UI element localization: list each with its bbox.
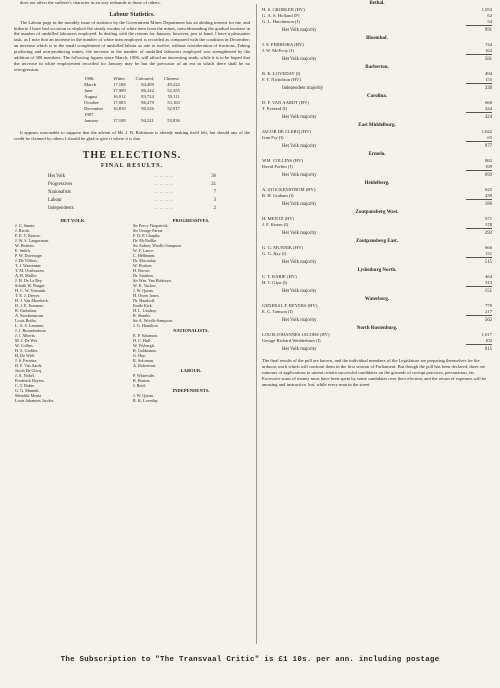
result-row <box>47 205 217 213</box>
stats-cell: 94,221 <box>141 118 154 124</box>
majority-value: 581 <box>484 57 492 62</box>
right-column <box>262 0 492 388</box>
stats-header-cell: Chinese. <box>163 76 180 82</box>
members-table <box>14 217 250 404</box>
seat-count: 36 <box>211 174 216 180</box>
majority-label: Het Volk majority <box>282 202 317 207</box>
stats-cell: 49,222 <box>167 82 180 88</box>
member-name: Dr. McNeillie. <box>133 237 158 243</box>
member-name: A. Robertson. <box>133 362 157 368</box>
member-name: W. Wybergh. <box>133 342 155 348</box>
member-name: Sir George Farrar. <box>133 227 164 233</box>
candidate-row <box>262 48 492 54</box>
member-name: C. T. Rabie. <box>15 382 35 388</box>
candidate-votes: 1,042 <box>481 129 492 134</box>
column-divider <box>256 4 257 644</box>
stats-cell: 86,242 <box>141 88 154 94</box>
labour-paragraph-2: It appears reasonable to suppose that the advent of Mr. J. B. Robinson is already making itself felt, but should any of the credit be claimed by others I should be glad to give it where it is due. <box>14 129 250 141</box>
majority-label: Het Volk majority <box>282 173 317 178</box>
member-name: J. Rissik. <box>15 227 31 233</box>
member-name: W. F. Lance. <box>133 247 155 253</box>
stats-cell: December <box>84 106 104 112</box>
het-volk-heading: HET VOLK. <box>60 217 86 223</box>
stats-cell: August <box>84 94 98 100</box>
final-results-title: FINAL RESULTS. <box>100 162 164 169</box>
member-name: W. Hosken. <box>15 242 35 248</box>
candidate-row <box>262 193 492 199</box>
member-name: G. G. Munnik. <box>15 387 40 393</box>
candidate-name: F. T. Nicholson (HV) <box>262 77 301 82</box>
labour-stats-table <box>79 76 185 124</box>
seat-heading: Zoutpansberg West. <box>355 210 399 215</box>
member-name: H. L. Lindsay. <box>133 307 158 313</box>
member-name: Dr. Stratton. <box>133 272 154 278</box>
candidate-name: D. F. VAN AARDT (HV) <box>262 100 309 105</box>
majority-value: 339 <box>484 86 492 91</box>
candidate-name: J. F. Kisten (I) <box>262 222 289 227</box>
member-name: J. A. Nobel. <box>15 372 35 378</box>
seat-count: 21 <box>211 182 216 188</box>
stats-cell: March <box>84 82 97 88</box>
member-name: J. De Villiers. <box>15 257 38 263</box>
stats-cell: 17,108 <box>113 118 126 124</box>
candidate-row <box>262 280 492 286</box>
seat-heading: Carolina. <box>366 94 388 99</box>
stats-cell: 53,111 <box>167 94 180 100</box>
majority-value: 151 <box>484 289 492 294</box>
majority-row <box>262 113 492 122</box>
member-name: H. J. Van Moerkerk. <box>15 297 49 303</box>
member-name: Sir Wm. Van Hulsteyn. <box>133 277 172 283</box>
seat-heading: Heidelberg. <box>364 181 390 186</box>
party-name: Het Volk <box>48 174 66 180</box>
majority-row <box>262 258 492 267</box>
candidate-votes: 102 <box>485 338 492 343</box>
majority-label: Het Volk majority <box>282 115 317 120</box>
candidate-votes: 54 <box>487 19 492 24</box>
party-name: Nationalists <box>48 190 71 196</box>
candidate-name: R. K. LOVEDAY (I) <box>262 71 301 76</box>
member-name: H. Owen Jones. <box>133 292 160 298</box>
member-name: D. F. Van Aardt. <box>15 362 43 368</box>
constituency-results <box>262 7 492 354</box>
majority-label: Het Volk majority <box>282 347 317 352</box>
candidate-votes: 668 <box>485 100 492 105</box>
member-name: W. K. Tucker. <box>133 282 157 288</box>
candidate-row <box>262 251 492 257</box>
member-name: J. J. Alberts. <box>15 332 36 338</box>
candidate-row <box>262 338 492 344</box>
seat-heading: North Rustenburg. <box>356 326 398 331</box>
leader-dots: ... ... ... ... <box>154 198 173 204</box>
candidate-row <box>262 19 492 25</box>
majority-row <box>262 229 492 238</box>
member-name: W. Collins. <box>15 342 34 348</box>
elections-title: THE ELECTIONS. <box>82 149 182 161</box>
majority-row <box>262 142 492 151</box>
majority-row <box>262 84 492 93</box>
stats-body <box>79 82 185 124</box>
majority-row <box>262 200 492 209</box>
majority-row <box>262 26 492 35</box>
results-table <box>47 173 217 213</box>
candidate-name: GENERAL F. BEYERS (HV) <box>262 303 318 308</box>
member-name: T. E. J. Dreyer. <box>15 292 41 298</box>
candidate-votes: 151 <box>485 251 492 256</box>
candidate-votes: 494 <box>485 71 492 76</box>
member-name: H. C. W. Vermaak. <box>15 287 47 293</box>
stats-cell: 84,409 <box>141 82 154 88</box>
majority-label: Het Volk majority <box>282 144 317 149</box>
member-name: J. W. S. Langerman. <box>15 237 49 243</box>
stats-row <box>79 118 185 124</box>
stats-cell: January <box>84 118 99 124</box>
majority-row <box>262 171 492 180</box>
member-name: H. Brown. <box>133 267 151 273</box>
seat-heading: Bloemhof. <box>366 36 388 41</box>
stats-cell: 1907. <box>84 112 95 118</box>
member-name: R. Grobelaar. <box>15 307 38 313</box>
seat-count: 7 <box>213 190 216 196</box>
member-name: J. W. Quinn. <box>133 287 154 293</box>
member-name: W. Hosken. <box>133 262 153 268</box>
candidate-name: David Forbes (I) <box>262 164 293 169</box>
party-name: Independents <box>48 206 74 212</box>
member-name: J. W. Quinn. <box>133 392 154 398</box>
candidate-votes: 464 <box>485 274 492 279</box>
majority-row <box>262 287 492 296</box>
stats-cell: 16,818 <box>113 106 126 112</box>
stats-cell: October <box>84 100 99 106</box>
candidate-votes: 217 <box>485 309 492 314</box>
progressives-list <box>133 223 249 328</box>
majority-value: 424 <box>484 115 492 120</box>
candidate-votes: 779 <box>485 303 492 308</box>
member-name: J. J. Bezuidenhout. <box>15 327 47 333</box>
member-name: F. E. T. Krause. <box>15 232 41 238</box>
candidate-name: H. MENTZ (HV) <box>262 216 295 221</box>
member-name: J. G. Hamilton. <box>133 322 159 328</box>
seat-heading: Barberton. <box>365 65 389 70</box>
party-name: Progressives <box>48 182 73 188</box>
candidate-name: H. S. GROBLER (HV) <box>262 7 305 12</box>
majority-label: Het Volk majority <box>282 289 317 294</box>
member-name: J. H. De La Rey. <box>15 277 43 283</box>
stats-cell: 83,724 <box>141 94 154 100</box>
candidate-votes: 666 <box>485 245 492 250</box>
progressives-heading: PROGRESSIVES. <box>172 217 210 223</box>
stats-cell: 17,909 <box>113 88 126 94</box>
member-name: Louis Johannes Jacobs. <box>15 397 55 403</box>
seat-count: 2 <box>213 206 216 212</box>
member-name: T. M. Ostrhuizen. <box>15 267 45 273</box>
candidate-votes: 65 <box>487 135 492 140</box>
candidate-name: C. T. RABIE (HV) <box>262 274 297 279</box>
candidate-votes: 671 <box>485 216 492 221</box>
candidate-votes: 163 <box>485 48 492 53</box>
candidate-name: E. C. Tamson (I) <box>262 309 293 314</box>
majority-label: Het Volk majority <box>282 260 317 265</box>
member-name: R. Solomon. <box>133 357 155 363</box>
result-row <box>47 189 217 197</box>
member-name: J. S. Ferreira. <box>15 357 38 363</box>
majority-value: 915 <box>484 347 492 352</box>
seat-heading: East Middelburg. <box>358 123 396 128</box>
candidate-name: George Richard Wedderburn (I) <box>262 338 321 343</box>
member-name: H. S. Grobler. <box>15 347 39 353</box>
member-name: Mendrik Mentz. <box>15 392 43 398</box>
member-name: Frederick Beyers. <box>15 377 45 383</box>
member-name: Schalk W. Burger. <box>15 282 46 288</box>
candidate-row <box>262 222 492 228</box>
stats-cell: 52,917 <box>167 106 180 112</box>
stats-header-cell: Coloured. <box>135 76 154 82</box>
leader-dots: ... ... ... ... <box>154 190 173 196</box>
candidate-votes: 155 <box>485 77 492 82</box>
member-name: Louis Botha. <box>15 317 37 323</box>
candidate-name: T. Everard (I) <box>262 106 288 111</box>
member-name: F. D. P. Chaplin. <box>133 232 161 238</box>
labour-heading: LABOUR. <box>180 367 202 373</box>
candidate-votes: 744 <box>485 42 492 47</box>
majority-row <box>262 316 492 325</box>
stats-cell: June <box>84 88 93 94</box>
stats-cell: 86,479 <box>141 100 154 106</box>
seat-heading: Zoutpansberg East. <box>356 239 398 244</box>
candidate-row <box>262 309 492 315</box>
result-row <box>47 181 217 189</box>
candidate-name: R. H. Graham (I) <box>262 193 294 198</box>
member-name: C. Hellmann. <box>133 252 156 258</box>
seat-heading: Lydenburg North. <box>357 268 397 273</box>
candidate-row <box>262 135 492 141</box>
candidate-row <box>262 164 492 170</box>
party-name: Labour <box>48 198 62 204</box>
member-name: D. J. E. Erasmus. <box>15 302 44 308</box>
candidate-name: G. L. Hutchinson (I) <box>262 19 300 24</box>
het-volk-column <box>14 217 132 404</box>
majority-value: 515 <box>484 260 492 265</box>
member-name: Sir Aubrey Woolls-Sampson. <box>133 242 182 248</box>
member-name: H. De Wall. <box>15 352 35 358</box>
member-name: A. B. Muller. <box>15 272 38 278</box>
member-name: R. Shanks. <box>133 312 152 318</box>
candidate-row <box>262 106 492 112</box>
member-name: J. C. Smuts. <box>15 222 36 228</box>
candidate-name: WM. COLLINS (HV) <box>262 158 303 163</box>
majority-row <box>262 345 492 354</box>
majority-label: Het Volk majority <box>282 318 317 323</box>
member-name: T. J. Wassenaar. <box>15 262 42 268</box>
stats-cell: 52,355 <box>167 88 180 94</box>
candidate-name: A. STOCKENSTROM (HV) <box>262 187 316 192</box>
top-line-text: does not affect the sufferer's character in an way redounds to those of others. <box>20 0 161 5</box>
majority-value: 693 <box>484 173 492 178</box>
candidate-votes: 1,053 <box>481 7 492 12</box>
member-name: Dr. Macaulay. <box>133 257 157 263</box>
closing-paragraph: The final results of the poll are known, and the individual members of the Legislature are preparing themselves for the arduous work which will confront them in the first session of Parliament. But though the poll has been declared, there are rumours of applications to unseat certain successful candidates on the grounds of corrupt practices, personation, etc. Excessive sums of money must have been spent by some candidates over their election, and the return of expenses will be amusing and instructive, but, while every man in the street <box>262 358 487 387</box>
candidate-name: LOUIS JOHANNES JACOBS (HV) <box>262 332 330 337</box>
member-name: P. W. Duvenage. <box>15 252 43 258</box>
stats-cell: 17,003 <box>113 100 126 106</box>
member-name: H. C. Hull. <box>133 337 152 343</box>
candidate-name: JACOB DE CLERQ (HV) <box>262 129 311 134</box>
candidate-votes: 439 <box>485 193 492 198</box>
member-name: E. Smith. <box>15 247 31 253</box>
majority-row <box>262 55 492 64</box>
leader-dots: ... ... ... ... <box>154 206 173 212</box>
stats-cell: 90,526 <box>141 106 154 112</box>
member-name: M. J. De Wet. <box>15 337 39 343</box>
member-name: G. Hay. <box>133 352 146 358</box>
majority-label: Het Volk majority <box>282 231 317 236</box>
majority-label: Het Volk majority <box>282 28 317 33</box>
member-name: J. Reid. <box>133 382 146 388</box>
majority-value: 977 <box>484 144 492 149</box>
majority-value: 293 <box>484 231 492 236</box>
het-volk-list <box>15 223 131 403</box>
candidate-votes: 313 <box>485 280 492 285</box>
seat-heading-bethal: Bethal. <box>369 1 385 6</box>
candidate-votes: 1,017 <box>481 332 492 337</box>
left-column <box>14 0 250 404</box>
majority-value: 991 <box>484 28 492 33</box>
member-name: E. P. Solomon. <box>133 332 158 338</box>
nationalists-list <box>133 333 249 368</box>
subscription-footer: The Subscription to "The Transvaal Critic" is £1 10s. per ann. including postage <box>60 656 440 664</box>
member-name: Sir A. Woolls-Sampson. <box>133 317 174 323</box>
independents-list <box>133 393 249 403</box>
seat-count: 3 <box>213 198 216 204</box>
candidate-name: H. T. Glyn (I) <box>262 280 288 285</box>
stats-header-cell: White. <box>113 76 126 82</box>
candidate-votes: 625 <box>485 187 492 192</box>
member-name: R. Goldmann. <box>133 347 157 353</box>
independents-heading: INDEPENDENTS. <box>172 387 210 393</box>
candidate-name: G. G. MUNNIK (HV) <box>262 245 303 250</box>
seat-heading: Ermelo. <box>368 152 386 157</box>
leader-dots: ... ... ... ... <box>154 174 173 180</box>
member-name: R. Burton. <box>133 377 151 383</box>
majority-value: 186 <box>484 202 492 207</box>
result-row <box>47 173 217 181</box>
candidate-votes: 169 <box>485 164 492 169</box>
result-row <box>47 197 217 205</box>
labour-paragraph-1: The Labour page in the monthly issue of statistics by the Government Mines Department has an abiding interest for me, and hitherto I have had occasion to deplore the steady exodus of white men from the mines, notwithstanding the gradual increase in the number of unskilled labourers employed. In dealing with the returns for January, however, just to hand, I have a pleasanter task, as I note that an increase in the number of white men employed is recorded as compared with the condition in December; an increase which is to the small complement of unskilled labour as one to twelve, without consideration of fractions. Taking producing and non-producing mines, the increase in the number of unskilled labourers employed was strengthened by the addition of 380 members. The following figures since March, 1906, will afford an interesting study, while it is to be hoped that the increase in white employment recorded for January may be but the precursor of an era in which there shall be no retrogression. <box>14 19 250 72</box>
member-name: A. Stockenstrom. <box>15 312 45 318</box>
seat-heading: Waterberg. <box>364 297 390 302</box>
member-name: Sir Percy Fitzpatrick. <box>133 222 169 228</box>
labour-list <box>133 373 249 388</box>
majority-label: Het Volk majority <box>282 57 317 62</box>
candidate-votes: 378 <box>485 222 492 227</box>
member-name: Jacob De Clerq. <box>15 367 42 373</box>
member-name: R. K. Loveday. <box>133 397 159 403</box>
member-name: Dr. Haarhoff. <box>133 297 156 303</box>
candidate-votes: 244 <box>485 106 492 111</box>
stats-cell: 53,836 <box>167 118 180 124</box>
stats-header-cell: 1906. <box>84 76 95 82</box>
leader-dots: ... ... ... ... <box>154 182 173 188</box>
opposition-column <box>132 217 250 404</box>
majority-label: Independent majority <box>282 86 324 91</box>
candidate-name: J. S. FERREIRA (HV) <box>262 42 304 47</box>
member-name: P. Whiteside. <box>133 372 155 378</box>
nationalists-heading: NATIONALISTS. <box>173 327 209 333</box>
candidate-name: Ivan Fry (I) <box>262 135 284 140</box>
candidate-votes: 862 <box>485 158 492 163</box>
candidate-votes: 62 <box>487 13 492 18</box>
member-name: Emile Kirk. <box>133 302 153 308</box>
stats-cell: 17,168 <box>113 82 126 88</box>
majority-value: 562 <box>484 318 492 323</box>
labour-title: Labour Statistics. <box>109 11 155 18</box>
stats-cell: 16,912 <box>113 94 126 100</box>
candidate-name: G. G. Ray (I) <box>262 251 287 256</box>
candidate-row <box>262 77 492 83</box>
stats-cell: 53,163 <box>167 100 180 106</box>
member-name: L. A. S. Lemmer. <box>15 322 44 328</box>
candidate-name: G. A. S. Holland (P) <box>262 13 300 18</box>
candidate-name: J. W. McEvoy (I) <box>262 48 294 53</box>
